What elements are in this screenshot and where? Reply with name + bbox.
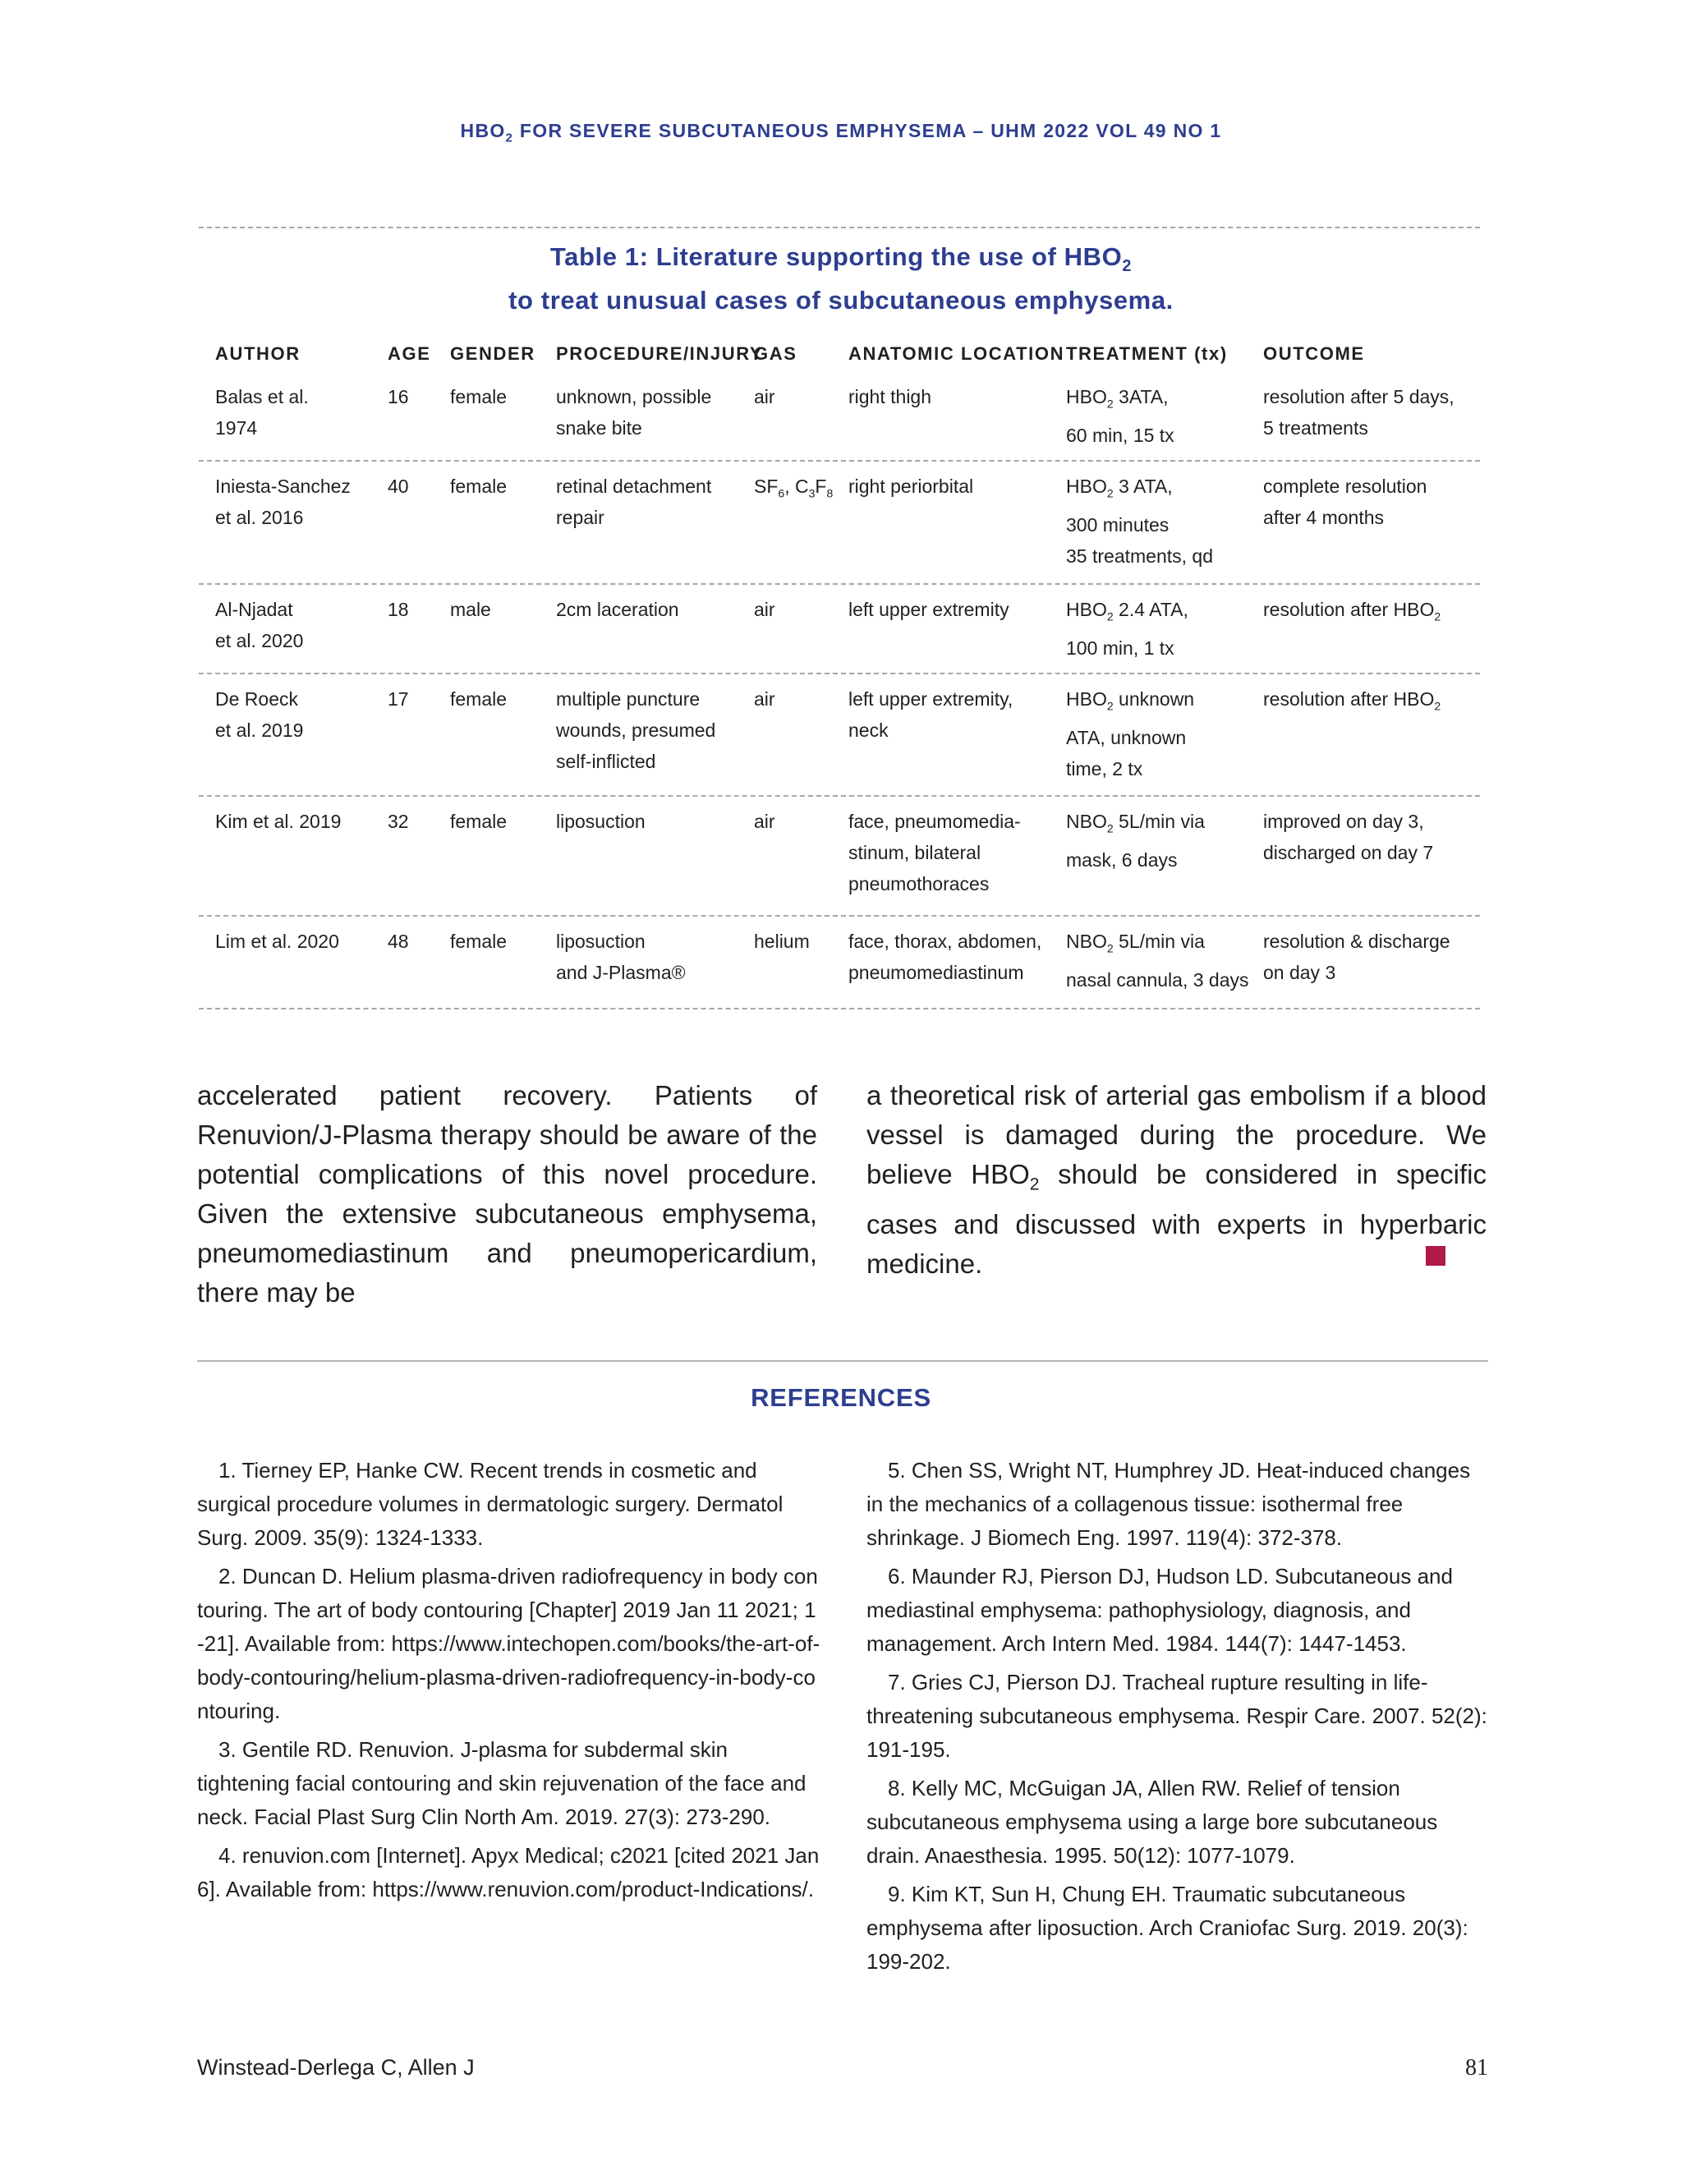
body-left-paragraph: accelerated patient recovery. Patients of Renuvion/J-Plasma therapy should be aware of the potential complications of this novel procedure. Given the extensive subcutaneous emphysema, pneumomediastinum and pneumopericardium, there may be: [197, 1080, 817, 1308]
cell-author: Lim et al. 2020: [215, 931, 339, 952]
footer-authors: Winstead-Derlega C, Allen J: [197, 2055, 475, 2080]
header-treatment: TREATMENT (tx): [1066, 343, 1228, 364]
cell-outcome: complete resolution after 4 months: [1263, 476, 1427, 528]
row-divider: [199, 915, 1480, 917]
cell-location: right periorbital: [848, 476, 974, 497]
cell-location: face, pneumomedia- stinum, bilateral pneumothoraces: [848, 811, 1021, 894]
header-location: ANATOMIC LOCATION: [848, 343, 1065, 364]
cell-gender: female: [450, 811, 508, 832]
cell-gender: female: [450, 476, 508, 497]
cell-author: Kim et al. 2019: [215, 811, 342, 832]
reference-item: 8. Kelly MC, McGuigan JA, Allen RW. Relief of tension subcutaneous emphysema using a large bore subcutaneous drain. Anaesthesia. 1995. 50(12): 1077-1079.: [866, 1776, 1438, 1868]
header-outcome: OUTCOME: [1263, 343, 1365, 364]
cell-author: Al-Njadat et al. 2020: [215, 599, 304, 651]
cell-procedure: unknown, possible snake bite: [556, 386, 712, 439]
cell-author: De Roeck et al. 2019: [215, 688, 304, 741]
header-age: AGE: [388, 343, 431, 364]
cell-gas: air: [754, 599, 775, 620]
page-number: 81: [1465, 2055, 1488, 2081]
reference-item: 1. Tierney EP, Hanke CW. Recent trends in cosmetic and surgical procedure volumes in dermatologic surgery. Dermatol Surg. 2009. 35(9): 1324-1333.: [197, 1458, 784, 1550]
cell-procedure: liposuction and J-Plasma®: [556, 931, 686, 983]
cell-age: 32: [388, 811, 409, 832]
table-title-line2: to treat unusual cases of subcutaneous emphysema.: [508, 286, 1174, 315]
reference-item: 4. renuvion.com [Internet]. Apyx Medical; c2021 [cited 2021 Jan 6]. Available from: https://www.renuvion.com/product-Indications/.: [197, 1843, 820, 1901]
table-top-rule: [199, 227, 1480, 228]
cell-author: Iniesta-Sanchez et al. 2016: [215, 476, 351, 528]
cell-age: 16: [388, 386, 409, 407]
cell-treatment: $NBO_2$ 5L/min via nasal cannula, 3 days: [1066, 931, 1249, 991]
running-head: $HBO_2$ FOR SEVERE SUBCUTANEOUS EMPHYSEMA – UHM 2022 VOL 49 NO 1: [460, 120, 1222, 145]
running-head-prefix: HBO: [460, 120, 506, 141]
cell-procedure: retinal detachment repair: [556, 476, 712, 528]
table-title: Table 1: Literature supporting the use of $HBO_2$ to treat unusual cases of subcutaneous emphysema.: [0, 240, 1682, 317]
cell-gender: female: [450, 688, 508, 710]
running-head-text: FOR SEVERE SUBCUTANEOUS EMPHYSEMA – UHM 2022 VOL 49 NO 1: [519, 120, 1222, 141]
cell-treatment: $HBO_2$ 3ATA, 60 min, 15 tx: [1066, 386, 1174, 446]
cell-location: left upper extremity: [848, 599, 1009, 620]
cell-age: 18: [388, 599, 409, 620]
cell-procedure: liposuction: [556, 811, 646, 832]
cell-location: face, thorax, abdomen, pneumomediastinum: [848, 931, 1042, 983]
header-author: AUTHOR: [215, 343, 301, 364]
cell-gender: female: [450, 386, 508, 407]
table-bottom-rule: [199, 1008, 1480, 1009]
reference-item: 3. Gentile RD. Renuvion. J-plasma for subdermal skin tightening facial contouring and skin rejuvenation of the face and neck. Facial Plast Surg Clin North Am. 2019. 27(3): 273-290.: [197, 1737, 807, 1829]
cell-outcome: improved on day 3, discharged on day 7: [1263, 811, 1434, 863]
header-gas: GAS: [754, 343, 797, 364]
references-right-column: [866, 1454, 1491, 1984]
reference-item: 6. Maunder RJ, Pierson DJ, Hudson LD. Subcutaneous and mediastinal emphysema: pathophysiology, diagnosis, and management. Arch Intern Med. 1984. 144(7): 1447-1453.: [866, 1564, 1453, 1656]
cell-gender: male: [450, 599, 491, 620]
cell-gas: helium: [754, 931, 810, 952]
table-title-line1: Table 1: Literature supporting the use of HBO: [549, 242, 1123, 271]
cell-gender: female: [450, 931, 508, 952]
cell-procedure: 2cm laceration: [556, 599, 679, 620]
row-divider: [199, 795, 1480, 797]
end-of-article-mark: [1426, 1246, 1445, 1266]
body-right-paragraph: a theoretical risk of arterial gas embolism if a blood vessel is damaged during the procedure. We believe $HBO_2$ should be considered in specific cases and discussed with experts in hyperbaric medicine.: [866, 1080, 1487, 1279]
cell-outcome: resolution & discharge on day 3: [1263, 931, 1450, 983]
cell-outcome: resolution after $HBO_2$: [1263, 599, 1441, 623]
cell-gas: air: [754, 386, 775, 407]
header-procedure: PROCEDURE/INJURY: [556, 343, 764, 364]
header-gender: GENDER: [450, 343, 535, 364]
row-divider: [199, 460, 1480, 462]
cell-age: 48: [388, 931, 409, 952]
row-divider: [199, 673, 1480, 674]
cell-treatment: $HBO_2$ 3 ATA, 300 minutes 35 treatments, qd: [1066, 476, 1213, 567]
cell-treatment: $HBO_2$ unknown ATA, unknown time, 2 tx: [1066, 688, 1195, 779]
cell-outcome: resolution after 5 days, 5 treatments: [1263, 386, 1455, 439]
references-title: REFERENCES: [751, 1383, 931, 1412]
row-divider: [199, 583, 1480, 585]
cell-age: 17: [388, 688, 409, 710]
cell-treatment: $NBO_2$ 5L/min via mask, 6 days: [1066, 811, 1205, 871]
references-rule: [197, 1360, 1488, 1362]
cell-location: right thigh: [848, 386, 932, 407]
cell-author: Balas et al. 1974: [215, 386, 309, 439]
cell-outcome: resolution after $HBO_2$: [1263, 688, 1441, 713]
reference-item: 7. Gries CJ, Pierson DJ. Tracheal rupture resulting in life-threatening subcutaneous emphysema. Respir Care. 2007. 52(2): 191-195.: [866, 1670, 1487, 1762]
references-left-column: [197, 1454, 821, 1911]
cell-procedure: multiple puncture wounds, presumed self-inflicted: [556, 688, 716, 772]
cell-gas: air: [754, 688, 775, 710]
reference-item: 5. Chen SS, Wright NT, Humphrey JD. Heat-induced changes in the mechanics of a collagenous tissue: isothermal free shrinkage. J Biomech Eng. 1997. 119(4): 372-378.: [866, 1458, 1471, 1550]
reference-item: 2. Duncan D. Helium plasma-driven radiofrequency in body contouring. The art of body contouring [Chapter] 2019 Jan 11 2021; 1-21]. Available from: https://www.intechopen.com/books/the-art-of-body-contouring/helium-plasma-driven-radiofrequency-in-body-contouring.: [197, 1564, 820, 1723]
cell-treatment: $HBO_2$ 2.4 ATA, 100 min, 1 tx: [1066, 599, 1188, 659]
cell-gas: air: [754, 811, 775, 832]
cell-gas: $SF_6$, $C_3F_8$: [754, 476, 834, 500]
cell-location: left upper extremity, neck: [848, 688, 1013, 741]
cell-age: 40: [388, 476, 409, 497]
reference-item: 9. Kim KT, Sun H, Chung EH. Traumatic subcutaneous emphysema after liposuction. Arch Craniofac Surg. 2019. 20(3): 199-202.: [866, 1882, 1468, 1974]
